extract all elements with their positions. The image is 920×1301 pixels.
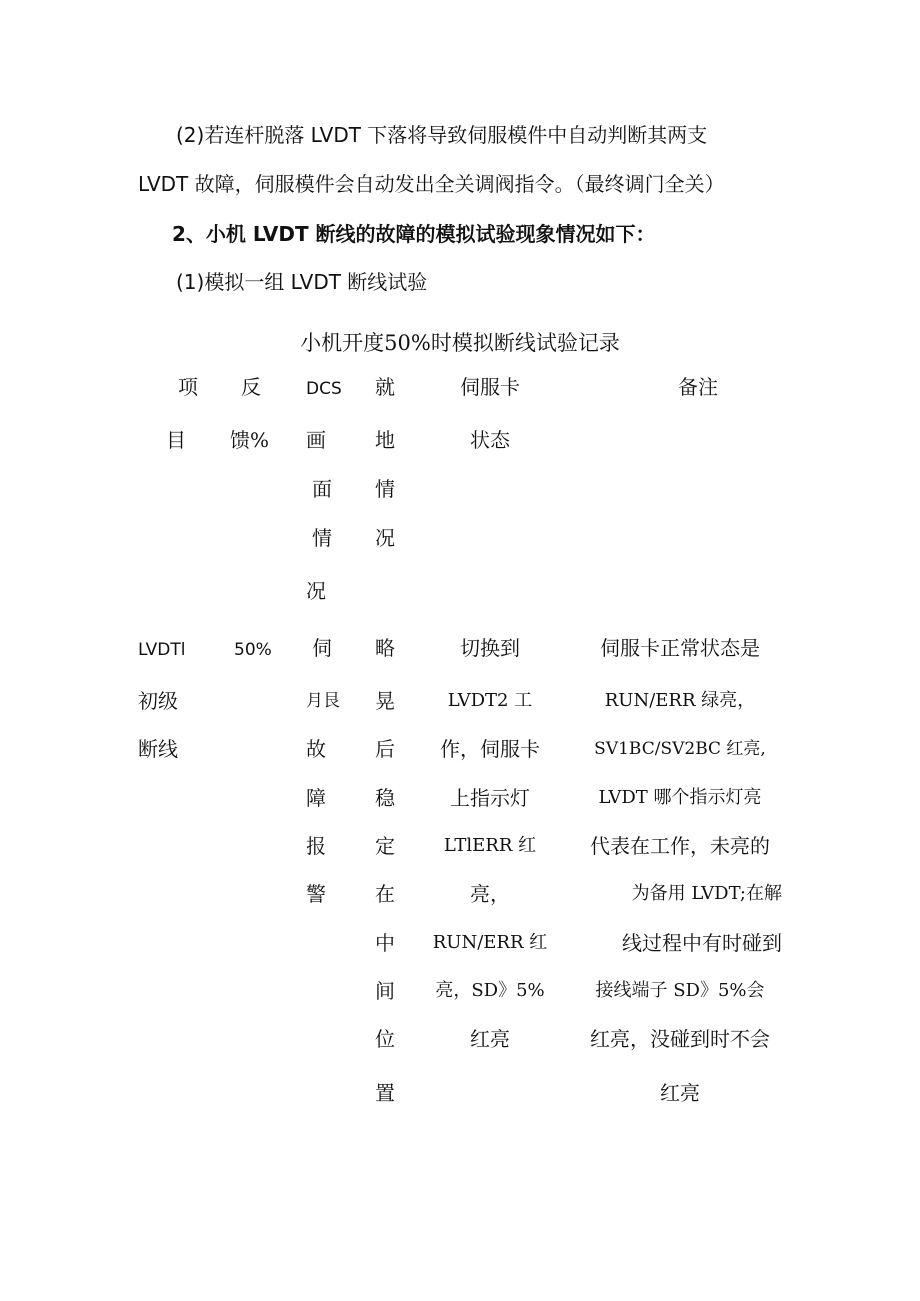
table-cell: LVDT 哪个指示灯亮 [598, 787, 762, 808]
section-heading: 2、小机 LVDT 断线的故障的模拟试验现象情况如下： [172, 222, 656, 246]
table-cell: RUN/ERR 绿亮， [604, 690, 756, 711]
table-cell: 间 [375, 979, 395, 1003]
paragraph-line: (2)若连杆脱落 LVDT 下落将导致伺服模件中自动判断其两支 [176, 123, 708, 147]
header-cell: 状态 [470, 428, 510, 452]
table-cell: 初级 [138, 689, 178, 713]
table-cell: 为备用 LVDT;在解 [631, 883, 782, 904]
table-cell: 故 [306, 737, 326, 761]
table-cell: 置 [375, 1081, 395, 1105]
table-cell: 报 [306, 834, 326, 858]
table-cell: 红亮，没碰到时不会 [590, 1027, 770, 1051]
header-cell: 况 [375, 526, 395, 550]
table-cell: 后 [375, 737, 395, 761]
subsection-heading: (1)模拟一组 LVDT 断线试验 [176, 270, 428, 294]
header-cell: 馈% [230, 428, 270, 452]
table-cell: 晃 [375, 689, 395, 713]
paragraph-line: LVDT 故障，伺服模件会自动发出全关调阀指令。（最终调门全关） [138, 172, 725, 196]
table-cell: 切换到 [460, 636, 520, 660]
table-cell: 亮， [470, 882, 510, 906]
header-cell: 备注 [678, 375, 718, 399]
table-cell: 稳 [375, 786, 395, 810]
header-cell: 目 [166, 428, 186, 452]
table-cell: 亮，SD》5% [435, 980, 545, 1001]
table-caption: 小机开度50%时模拟断线试验记录 [300, 331, 620, 355]
table-cell: 月艮 [306, 691, 340, 711]
header-cell: 面 [312, 477, 332, 501]
header-cell: 情 [312, 526, 332, 550]
header-cell: 画 [306, 428, 326, 452]
table-cell: 略 [375, 636, 395, 660]
table-cell: 作，伺服卡 [440, 737, 540, 761]
table-cell: 位 [375, 1027, 395, 1051]
table-cell: 线过程中有时碰到 [622, 931, 782, 955]
table-cell: RUN/ERR 红 [432, 932, 548, 953]
table-cell: 在 [375, 882, 395, 906]
table-cell: 定 [375, 834, 395, 858]
table-cell: 伺 [312, 636, 332, 660]
table-cell: SV1BC/SV2BC 红亮, [594, 739, 766, 759]
header-cell: 情 [375, 477, 395, 501]
table-cell: 代表在工作，未亮的 [590, 834, 770, 858]
header-cell: DCS [306, 379, 342, 399]
table-cell: 障 [306, 786, 326, 810]
table-cell: 红亮 [660, 1081, 700, 1105]
table-cell: 中 [375, 931, 395, 955]
table-cell: 警 [306, 882, 326, 906]
header-cell: 伺服卡 [460, 375, 520, 399]
table-cell: 红亮 [470, 1027, 510, 1051]
table-cell: 50% [234, 640, 272, 660]
header-cell: 反 [241, 375, 261, 399]
header-cell: 就 [375, 375, 395, 399]
header-cell: 项 [178, 375, 198, 399]
table-cell: 断线 [138, 737, 178, 761]
table-cell: 上指示灯 [450, 786, 530, 810]
table-cell: 接线端子 SD》5%会 [595, 980, 765, 1001]
table-cell: LVDTl [138, 640, 186, 660]
header-cell: 况 [306, 579, 326, 603]
table-cell: 伺服卡正常状态是 [600, 636, 760, 660]
table-cell: LVDT2 工 [447, 690, 533, 711]
header-cell: 地 [375, 428, 395, 452]
table-cell: LTlERR 红 [443, 835, 537, 856]
